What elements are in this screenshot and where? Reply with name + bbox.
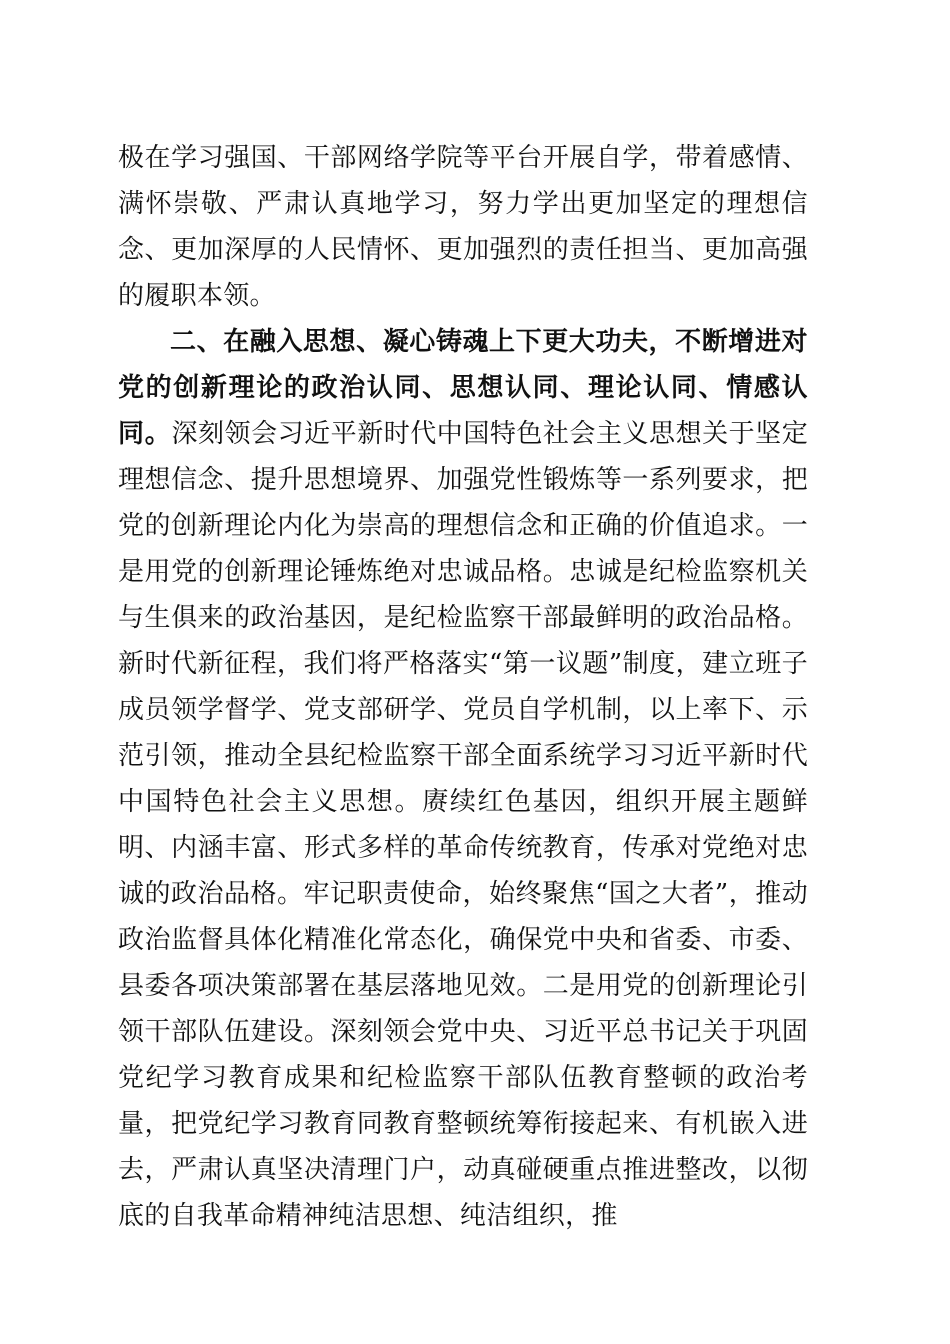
section-two-heading: 二、在融入思想、凝心铸魂上下更大功夫，不断增进对党的创新理论的政治认同、思想认同、理论认同、情感认同。: [118, 327, 808, 449]
paragraph-1-text: 极在学习强国、干部网络学院等平台开展自学，带着感情、满怀崇敬、严肃认真地学习，努力学出更加坚定的理想信念、更加深厚的人民情怀、更加强烈的责任担当、更加高强的履职本领。: [118, 143, 808, 311]
document-body: [118, 135, 808, 1239]
section-two-body: 深刻领会习近平新时代中国特色社会主义思想关于坚定理想信念、提升思想境界、加强党性锻炼等一系列要求，把党的创新理论内化为崇高的理想信念和正确的价值追求。一是用党的创新理论锤炼绝对忠诚品格。忠诚是纪检监察机关与生俱来的政治基因，是纪检监察干部最鲜明的政治品格。新时代新征程，我们将严格落实“第一议题”制度，建立班子成员领学督学、党支部研学、党员自学机制，以上率下、示范引领，推动全县纪检监察干部全面系统学习习近平新时代中国特色社会主义思想。赓续红色基因，组织开展主题鲜明、内涵丰富、形式多样的革命传统教育，传承对党绝对忠诚的政治品格。牢记职责使命，始终聚焦“国之大者”，推动政治监督具体化精准化常态化，确保党中央和省委、市委、县委各项决策部署在基层落地见效。二是用党的创新理论引领干部队伍建设。深刻领会党中央、习近平总书记关于巩固党纪学习教育成果和纪检监察干部队伍教育整顿的政治考量，把党纪学习教育同教育整顿统筹衔接起来、有机嵌入进去，严肃认真坚决清理门户，动真碰硬重点推进整改，以彻底的自我革命精神纯洁思想、纯洁组织，推: [118, 419, 808, 1231]
paragraph-continuation: [118, 135, 808, 319]
paragraph-section-two: [118, 319, 808, 1239]
